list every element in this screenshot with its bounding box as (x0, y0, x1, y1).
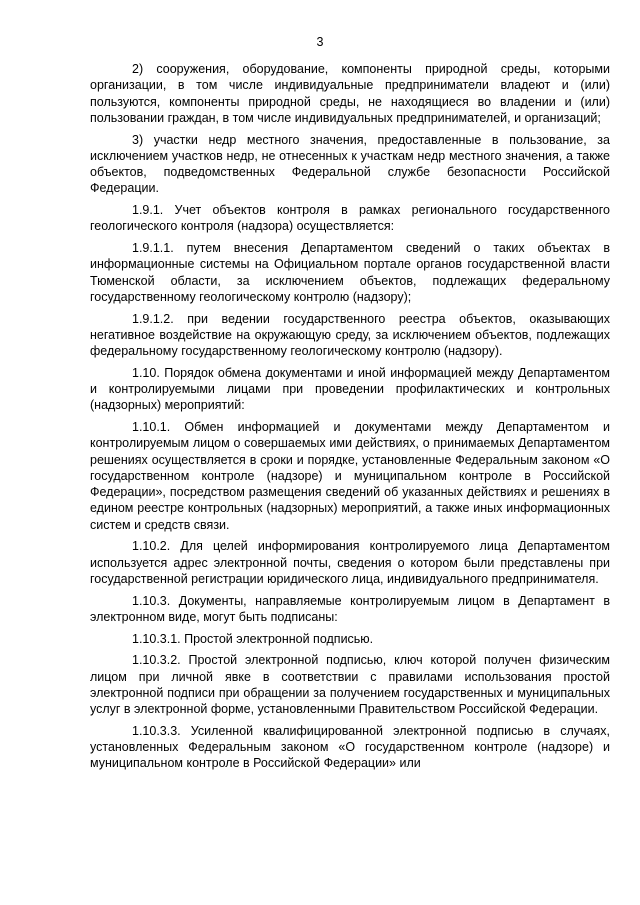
paragraph-1-9-1-1: 1.9.1.1. путем внесения Департаментом сведений о таких объектах в информационные системы на Официальном портале органов государственной власти Тюменской области, за исключением объектов, подлежащих федеральному государственному геологическому контролю (надзору); (90, 241, 610, 304)
paragraph-1-10-1: 1.10.1. Обмен информацией и документами между Департаментом и контролируемым лицом о совершаемых ими действиях, о принимаемых Департаментом решениях осуществляется в сроки и порядке, установленные Федеральным законом «О государственном контроле (надзоре) и муниципальном контроле в Российской Федерации», посредством размещения сведений об указанных действиях и решениях в едином реестре контрольных (надзорных) мероприятий, а также иных информационных систем и средств связи. (90, 420, 610, 532)
document-body (90, 61, 610, 777)
paragraph-1-10-3-2: 1.10.3.2. Простой электронной подписью, ключ которой получен физическим лицом при личной явке в соответствии с правилами использования простой электронной подписи при обращении за получением государственных и муниципальных услуг в электронной форме, установленными Правительством Российской Федерации. (90, 653, 610, 716)
paragraph-item-2: 2) сооружения, оборудование, компоненты природной среды, которыми организации, в том числе индивидуальные предприниматели владеют и (или) пользуются, компоненты природной среды, не находящиеся во владении и (или) пользовании граждан, в том числе индивидуальных предпринимателей, и организаций; (90, 62, 610, 125)
paragraph-1-10: 1.10. Порядок обмена документами и иной информацией между Департаментом и контролируемыми лицами при проведении профилактических и контрольных (надзорных) мероприятий: (90, 365, 610, 413)
paragraph-1-9-1: 1.9.1. Учет объектов контроля в рамках регионального государственного геологического контроля (надзора) осуществляется: (90, 203, 610, 234)
paragraph-item-3: 3) участки недр местного значения, предоставленные в пользование, за исключением участков недр, не отнесенных к участкам недр местного значения, а также объектов, подведомственных Федеральной службе безопасности Российской Федерации. (90, 132, 610, 196)
paragraph-1-10-2: 1.10.2. Для целей информирования контролируемого лица Департаментом используется адрес электронной почты, сведения о котором были представлены при государственной регистрации юридического лица, индивидуального предпринимателя. (90, 539, 610, 586)
page-number: 3 (316, 35, 324, 49)
paragraph-1-10-3-1: 1.10.3.1. Простой электронной подписью. (132, 631, 374, 646)
paragraph-1-9-1-2: 1.9.1.2. при ведении государственного реестра объектов, оказывающих негативное воздействие на окружающую среду, за исключением объектов, подлежащих федеральному государственному геологическому контролю (надзору). (90, 311, 610, 358)
paragraph-1-10-3-3: 1.10.3.3. Усиленной квалифицированной электронной подписью в случаях, установленных Федеральным законом «О государственном контроле (надзоре) и муниципальном контроле в Российской Федерации» или (90, 723, 610, 771)
paragraph-1-10-3: 1.10.3. Документы, направляемые контролируемым лицом в Департамент в электронном виде, могут быть подписаны: (90, 593, 610, 624)
